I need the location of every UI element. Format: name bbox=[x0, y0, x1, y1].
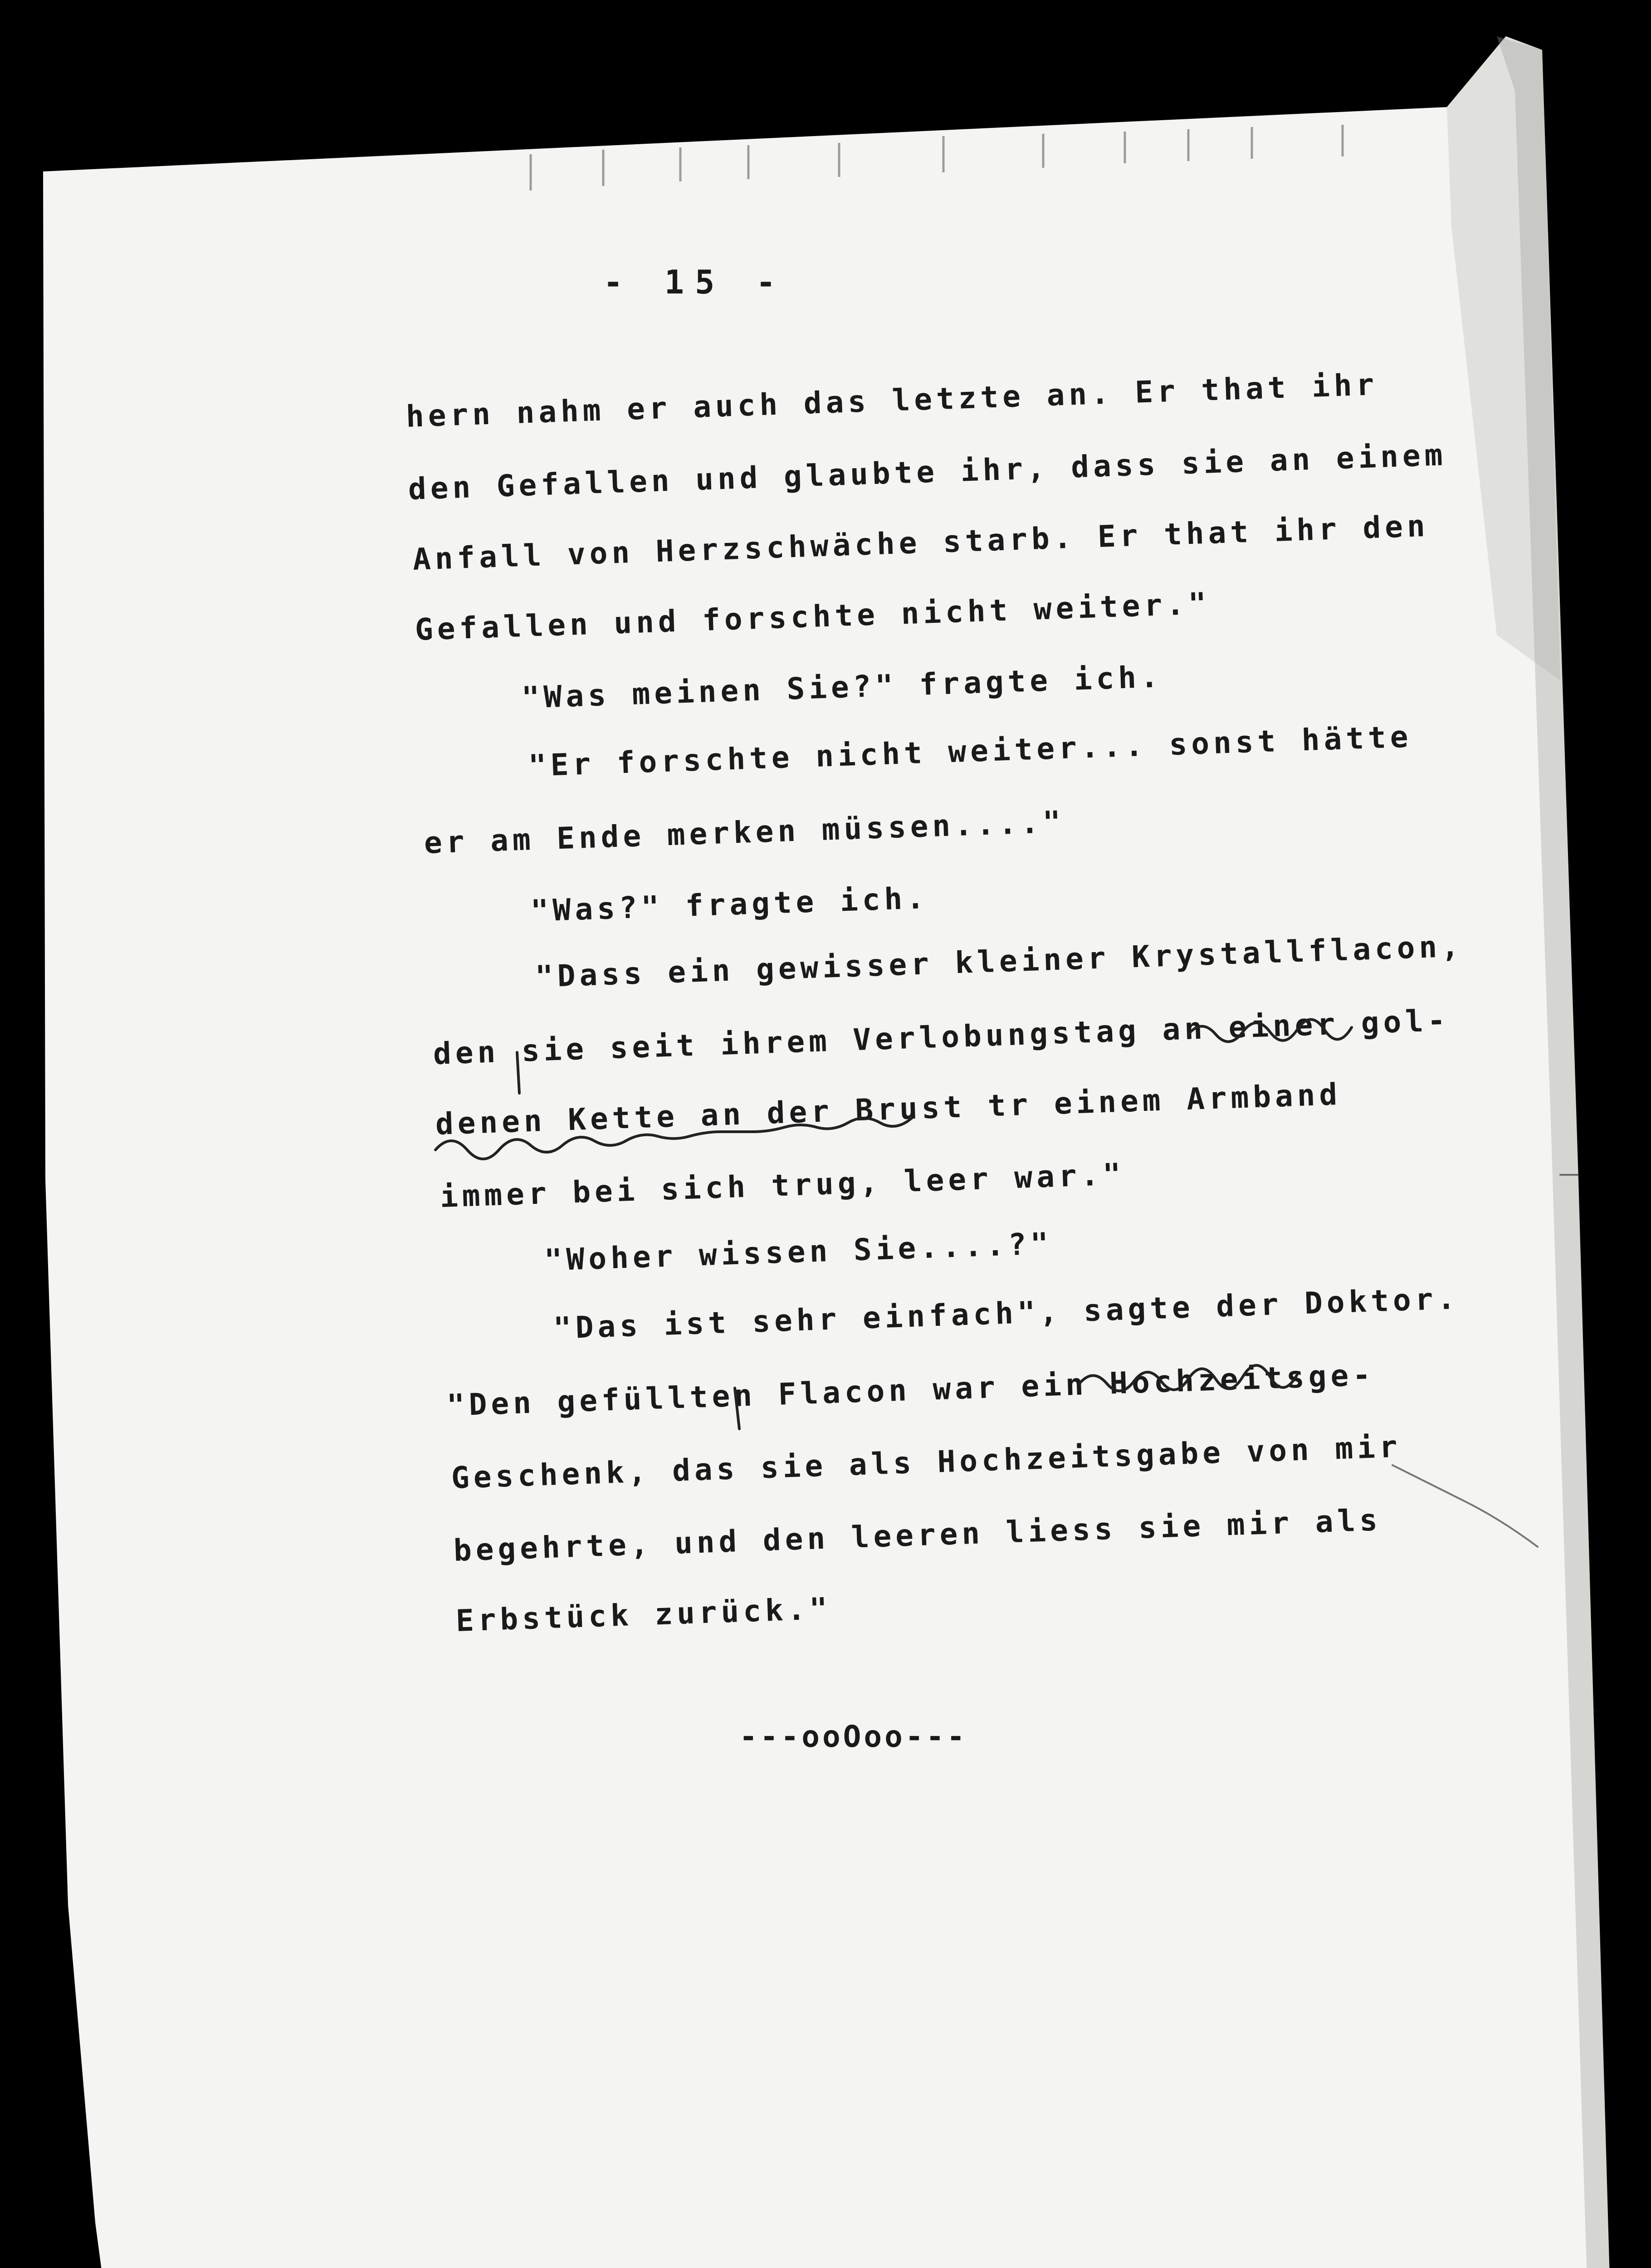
text-line-17: begehrte, und den leeren liess sie mir als bbox=[453, 1502, 1382, 1568]
text-line-10: den sie seit ihrem Verlobungstag an einer gol- bbox=[432, 1002, 1450, 1071]
text-line-8: "Was?" fragte ich. bbox=[530, 880, 929, 929]
text-line-5: "Was meinen Sie?" fragte ich. bbox=[521, 659, 1163, 715]
text-line-1: hern nahm er auch das letzte an. Er that ihr bbox=[405, 367, 1379, 434]
text-line-14: "Das ist sehr einfach", sagte der Doktor. bbox=[552, 1281, 1460, 1346]
text-line-4: Gefallen und forschte nicht weiter." bbox=[414, 586, 1211, 647]
text-line-13: "Woher wissen Sie....?" bbox=[543, 1226, 1053, 1278]
text-line-2: den Gefallen und glaubte ihr, dass sie an einem bbox=[407, 437, 1447, 507]
page-number: - 15 - bbox=[603, 263, 787, 301]
text-line-9: "Dass ein gewisser kleiner Krystallflacon, bbox=[534, 929, 1464, 994]
text-line-7: er am Ende merken müssen...." bbox=[423, 804, 1065, 860]
text-line-16: Geschenk, das sie als Hochzeitsgabe von mir bbox=[450, 1429, 1402, 1496]
text-line-3: Anfall von Herzschwäche starb. Er that ihr den bbox=[412, 508, 1430, 577]
text-line-12: immer bei sich trug, leer war." bbox=[439, 1156, 1126, 1214]
text-line-11: denen Kette an der Brust tr einem Armband bbox=[435, 1076, 1342, 1142]
section-separator: ---ooOoo--- bbox=[739, 1719, 968, 1754]
text-line-15: "Den gefüllten Flacon war ein Hochzeitsge- bbox=[446, 1357, 1376, 1423]
text-line-6: "Er forschte nicht weiter... sonst hätte bbox=[528, 719, 1413, 783]
text-line-18: Erbstück zurück." bbox=[455, 1591, 832, 1638]
